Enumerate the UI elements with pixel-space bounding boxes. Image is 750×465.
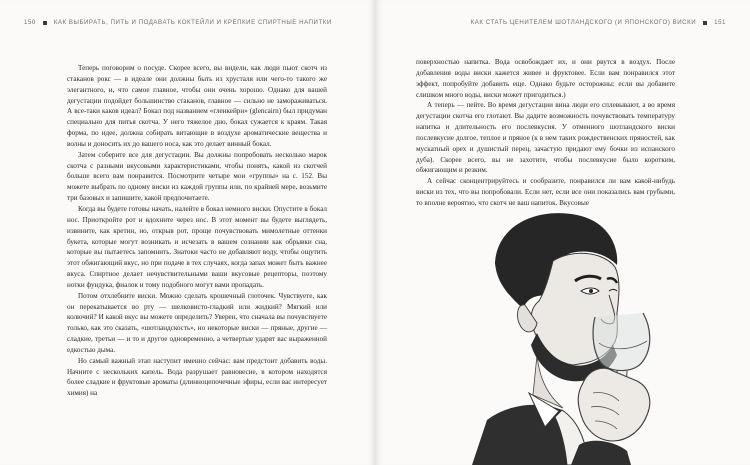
paragraph: Теперь поговорим о посуде. Скорее всего, вы видели, как люди пьют скотч из стаканов рокс — в идеале они должны быть из хрусталя или чего-то такого же элегантного, и, что самое главное, чтобы они очень хорошо. Однако для вашей дегустации подойдет большинство стаканов, главное — сильно не замораживаться. А все-таки каков идеал? Бокал под названием «гленкейрн» (glencairn) был придуман специально для питья скотча. У него тяжелое дно, бокал сужается к краям. Такая форма, по идее, должна собирать витающие в воздухе ароматические вещества и волны и доносить их до вашего носа, как это делает винный бокал. bbox=[67, 64, 327, 148]
right-running-head bbox=[471, 19, 726, 26]
paragraph: Но самый важный этап наступит именно сейчас: вам предстоит добавить воды. Начните с нескольких капель. Вода разрушает равновесие, в котором находятся более сладкие и фруктовые ароматы (длинноцепочечные эфиры, если вас интересует химия) на bbox=[67, 356, 327, 398]
page-number-left: 150 bbox=[24, 19, 36, 26]
paragraph-continuation: поверхностью напитка. Вода освобождает их, и они рвутся в воздух. После добавления воды виски кажется живее и фруктовее. Если вам понравился этот эффект, попробуйте добавить еще. Однако будьте осторожны: если вы добавите слишком много воды, виски может пригодиться.) bbox=[416, 58, 675, 99]
square-bullet-icon bbox=[703, 21, 707, 25]
paragraph: Затем соберите все для дегустации. Вы должны попробовать несколько марок скотча с разными вкусовыми характеристиками, чтобы понять, какой из скотчей больше всего вам понравится. Посмотрите четыре мои «группы» на с. 152. Вы можете выбрать по одному виски из каждой группы или, по крайней мере, возьмите три базовых и запишите, какой предпочитаете. bbox=[67, 150, 327, 203]
page-number-right: 151 bbox=[714, 19, 726, 26]
paragraph: Когда вы будете готовы начать, налейте в бокал немного виски. Опустите в бокал нос. Приоткройте рот и вдохните через нос. В этот момент вы будете выглядеть, извините, как кретин, но, открыв рот, проще почувствовать мимолетные оттенки букета, которые могут возникать и исчезать в вашем сознании как обрывки сна, которые вы пытаетесь запомнить. Знатоки часто не добавляют воду, чтобы ощутить этот обжигающий вкус, но при подаче в тех случаях, когда запах может быть важнее вкуса. Спиртное делает нечувствительными ваши вкусовые рецепторы, поэтому нотки фундука, фиалок и тому подобного могут вами пропадать. bbox=[67, 204, 327, 289]
running-head-title-left: КАК ВЫБИРАТЬ, ПИТЬ И ПОДАВАТЬ КОКТЕЙЛИ И КРЕПКИЕ СПИРТНЫЕ НАПИТКИ bbox=[53, 19, 332, 26]
right-body-text bbox=[416, 57, 675, 209]
right-page bbox=[375, 0, 750, 465]
left-running-head bbox=[24, 19, 332, 26]
left-body-text bbox=[67, 63, 327, 399]
paragraph: А сейчас сконцентрируйтесь и сообразите, понравился ли вам какой-нибудь виски из тех, что вы попробовали. Если нет, если все они показались вам грубыми, то вполне вероятно, что скотч не ваш напиток. Вкусовые bbox=[416, 177, 675, 207]
paragraph: Потом отхлебните виски. Можно сделать крошечный глоточек. Чувствуете, как он перекатывается во рту — шелковисто-гладкий или жидкий? Мягкий или колючий? И какой вкус вы можете определить? Уверен, что сначала вы почувствуете только, как это сказать, «шотландскость», но некоторые виски — пряные, другие — сладкие, третьи — и то и другое одновременно, а четвертые ударят вас выраженной едкостью дыма. bbox=[67, 291, 327, 354]
paragraph: А теперь — пейте. Во время дегустации вина люди его сплевывают, а во время дегустации скотча его глотают. Вы дадите возможность почувствовать температуру напитка и длительность его послевкусия. У отменного шотландского виски послевкусие долгое, теплое и пряное (к в нем таких рождественских пряностей, как мускатный орех и душистый перец, зачастую придают ему бочки из испанского дуба). Скорее всего, вы не захотите, чтобы послевкусие было коротким, обжигающим и резким. bbox=[416, 101, 675, 175]
man-drinking-whisky-illustration bbox=[467, 205, 685, 465]
square-bullet-icon bbox=[43, 21, 47, 25]
running-head-title-right: КАК СТАТЬ ЦЕНИТЕЛЕМ ШОТЛАНДСКОГО (И ЯПОНСКОГО) ВИСКИ bbox=[470, 19, 697, 26]
